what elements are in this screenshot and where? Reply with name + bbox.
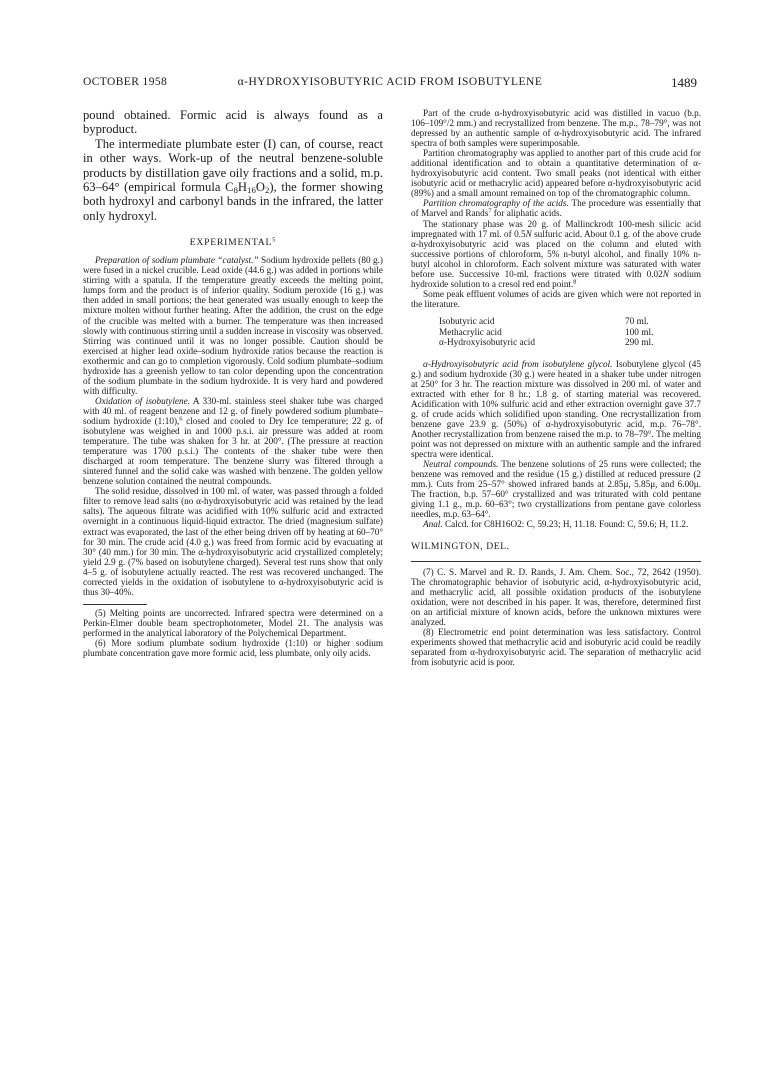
footnote-rule-right <box>411 561 701 562</box>
paragraph-plumbate-preparation: Preparation of sodium plumbate “catalyst.” Sodium hydroxide pellets (80 g.) were fused in a nickel crucible. Lead oxide (44.6 g.) was added in portions while stirring with a spatula. If the temperature greatly exceeds the melting point, lumps form and the product is of inferior quality. Sodium peroxide (16 g.) was then added in small portions; the heat generated was usually enough to keep the mixture molten without further heating. After the addition, the crust on the edge of the crucible was melted with a burner. The temperature was then increased slowly with continuous stirring until a sudden increase in viscosity was observed. Stirring was continued until it was no longer possible. Caution should be exercised at higher lead oxide–sodium hydroxide ratios because the reaction is exothermic and can go to completion vigorously. Cold sodium plumbate–sodium hydroxide has a greenish yellow to tan color depending upon the concentration of the sodium plumbate in the sodium hydroxide. It is very hard and powdered with difficulty. <box>83 255 383 396</box>
header-date: OCTOBER 1958 <box>83 76 168 88</box>
footnote-8: (8) Electrometric end point determination was less satisfactory. Control experiments showed that methacrylic acid and isobutyric acid could be readily separated from α-hydroxyisobutyric acid. The separation of methacrylic acid from isobutyric acid is poor. <box>411 626 701 667</box>
acid-volume: 100 ml. <box>625 327 654 338</box>
table-row <box>439 328 675 339</box>
paragraph-plumbate-ester: The intermediate plumbate ester (I) can, of course, react in other ways. Work-up of the neutral benzene-soluble products by distillation gave oily fractions and a solid, m.p. 63–64° (empirical formula $C_8H_{16}O_2$), the former showing both hydroxyl and carbonyl bands in the infrared, the latter only hydroxyl. <box>83 136 384 223</box>
running-header <box>83 76 697 92</box>
paragraph-solid-residue: The solid residue, dissolved in 100 ml. of water, was passed through a folded filter to remove lead salts (no α-hydroxyisobutyric acid was retained by the lead salts). The aqueous filtrate was acidified with 10% sulfuric acid and extracted overnight in a continuous liquid-liquid extractor. The dried (magnesium sulfate) extract was evaporated, the last of the ether being driven off by heating at 60–70° for 30 min. The crude acid (4.0 g.) was freed from formic acid by evacuating at 30° (40 mm.) for 30 min. The α-hydroxyisobutyric acid crystallized completely; yield 2.9 g. (7% based on isobutylene charged). Several test runs show that only 4–5 g. of isobutylene actually reacted. The rest was recovered unchanged. The corrected yields in the oxidation of isobutylene to α-hydroxyisobutyric acid is thus 30–40%. <box>83 486 383 597</box>
footnote-6: (6) More sodium plumbate sodium hydroxide (1:10) or higher sodium plumbate concentration gave more formic acid, less plumbate, only oily acids. <box>83 637 383 659</box>
header-page-number: 1489 <box>671 75 697 90</box>
acid-volume: 70 ml. <box>625 316 649 327</box>
subheading-partition: Partition chromatography of the acids. <box>423 198 569 209</box>
paragraph-distillation: Part of the crude α-hydroxyisobutyric acid was distilled in vacuo (b.p. 106–109°/2 mm.) and recrystallized from benzene. The m.p., 78–79°, was not depressed by an authentic sample of α-hydroxyisobutyric acid. The infrared spectra of both samples were superimposable. <box>411 108 701 149</box>
section-heading-experimental: EXPERIMENTAL$^5$ <box>189 236 277 249</box>
footnote-5: (5) Melting points are uncorrected. Infrared spectra were determined on a Perkin-Elmer double beam spectrophotometer, Model 21. The analysis was performed in the analytical laboratory of the Polychemical Department. <box>83 607 383 638</box>
header-running-title: α-HYDROXYISOBUTYRIC ACID FROM ISOBUTYLENE <box>237 76 543 88</box>
subheading-analysis: Anal. <box>423 519 443 530</box>
subheading-neutral: Neutral compounds. <box>423 459 499 470</box>
left-column <box>83 108 383 658</box>
paragraph-partition-procedure: Partition chromatography of the acids. The procedure was essentially that of Marvel and Rands$^7$ for aliphatic acids. <box>411 198 701 219</box>
location-line: WILMINGTON, DEL. <box>411 540 510 552</box>
footnote-rule <box>83 604 147 605</box>
table-row <box>439 338 675 349</box>
paragraph-stationary-phase: The stationary phase was 20 g. of Mallinckrodt 100-mesh silicic acid impregnated with 17 ml. of 0.5N sulfuric acid. About 0.1 g. of the above crude α-hydroxyisobutyric acid was placed on the column and eluted with successive portions of chloroform, 5% n-butyl alcohol, and finally 10% n-butyl alcohol in chloroform. Each solvent mixture was saturated with water before use. Successive 10-ml. fractions were titrated with 0.02N sodium hydroxide solution to a cresol red end point.$^8$ <box>411 218 701 289</box>
acid-volume: 290 ml. <box>625 338 654 349</box>
right-column <box>411 108 701 667</box>
paragraph-glycol: α-Hydroxyisobutyric acid from isobutylene glycol. Isobutylene glycol (45 g.) and sodium hydroxide (30 g.) were heated in a shaker tube under nitrogen at 250° for 3 hr. The reaction mixture was dissolved in 200 ml. of water and extracted with ether for 8 hr.; 1.8 g. of starting material was recovered. Acidification with 10% sulfuric acid and ether extraction overnight gave 37.7 g. of crude acids which solidified upon standing. One recrystallization from benzene gave 23.9 g. (50%) of α-hydroxyisobutyric acid, m.p. 76–78°. Another recrystallization from benzene raised the m.p. to 78–79°. The melting point was not depressed on mixture with an authentic sample and the infrared spectra were identical. <box>411 358 701 460</box>
paragraph-analysis: Anal. Calcd. for C8H16O2: C, 59.23; H, 11.18. Found: C, 59.6; H, 11.2. <box>423 519 689 530</box>
paragraph-partition-intro: Partition chromatography was applied to another part of this crude acid for additional identification and to obtain a quantitative determination of α-hydroxyisobutyric acid content. Two small peaks (not identical with either isobutyric acid or methacrylic acid) appeared before α-hydroxyisobutyric acid (89%) and a small amount remained on top of the chromatographic column. <box>411 148 701 199</box>
subheading-preparation: Preparation of sodium plumbate “catalyst.” <box>95 255 259 266</box>
paragraph-neutral-compounds: Neutral compounds. The benzene solutions of 25 runs were collected; the benzene was removed and the residue (15 g.) distilled at reduced pressure (2 mm.). Cuts from 25–57° showed infrared bands at 2.85μ, 5.85μ, and 6.00μ. The fraction, b.p. 57–60° crystallized and was triturated with cold pentane giving 1.1 g., m.p. 60–63°; two crystallizations from pentane gave colorless needles, m.p. 63–64°. <box>411 459 701 520</box>
subheading-oxidation: Oxidation of isobutylene. <box>95 395 190 406</box>
table-row <box>439 317 675 328</box>
peak-volume-table <box>439 317 701 349</box>
paragraph-byproduct: pound obtained. Formic acid is always found as a byproduct. <box>83 108 383 137</box>
paragraph-peak-volumes: Some peak effluent volumes of acids are given which were not reported in the literature. <box>411 288 701 309</box>
subheading-glycol: α-Hydroxyisobutyric acid from isobutylene glycol. <box>423 358 613 369</box>
footnote-7: (7) C. S. Marvel and R. D. Rands, J. Am. Chem. Soc., 72, 2642 (1950). The chromatographic behavior of isobutyric acid, α-hydroxyisobutyric acid, and methacrylic acid, all possible oxidation products of the isobutylene oxidation, were not described in his paper. It was, therefore, determined first on an artificial mixture of known acids, before the unknown mixtures were analyzed. <box>411 566 701 627</box>
acid-name: Methacrylic acid <box>439 327 502 338</box>
acid-name: Isobutyric acid <box>439 316 495 327</box>
paragraph-oxidation: Oxidation of isobutylene. A 330-ml. stainless steel shaker tube was charged with 40 ml. of reagent benzene and 12 g. of finely powdered sodium plumbate–sodium hydroxide (1:10),$^6$ closed and cooled to Dry Ice temperature; 22 g. of isobutylene was weighed in and 1000 p.s.i. air pressure was added at room temperature. The tube was shaken for 3 hr. at 200°. (The pressure at reaction temperature was 1700 p.s.i.) The contents of the shaker tube were then discharged at room temperature. The benzene slurry was filtered through a sintered funnel and the solid cake was washed with benzene. The golden yellow benzene solution contained the neutral compounds. <box>83 395 384 487</box>
acid-name: α-Hydroxyisobutyric acid <box>439 338 536 349</box>
